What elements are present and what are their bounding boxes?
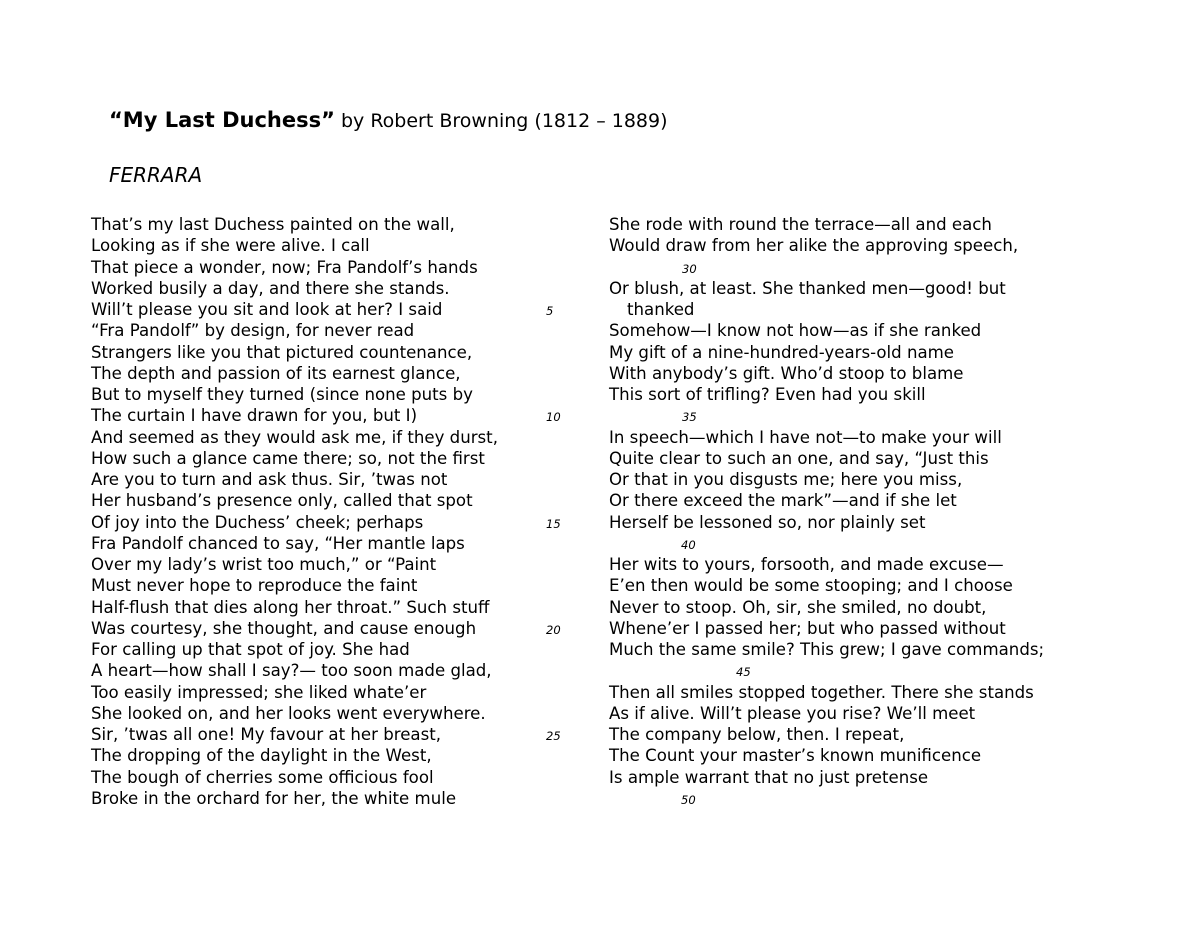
poem-line-text: This sort of trifling? Even had you skill — [609, 385, 926, 404]
poem-line — [609, 639, 1129, 660]
poem-byline: by Robert Browning (1812 – 1889) — [340, 110, 668, 132]
poem-line — [91, 597, 571, 618]
poem-line-text: Would draw from her alike the approving speech, — [609, 236, 1019, 256]
poem-line — [609, 427, 1129, 448]
poem-line-text: The depth and passion of its earnest glance, — [91, 363, 461, 383]
poem-line-text: Or that in you disgusts me; here you miss, — [609, 470, 963, 489]
poem-line — [609, 342, 1129, 363]
poem-line — [91, 214, 571, 235]
poem-line — [91, 724, 571, 745]
poem-line-text: Her husband’s presence only, called that spot — [91, 491, 473, 511]
poem-line-text: Looking as if she were alive. I call — [91, 236, 370, 256]
poem-line-text: Somehow—I know not how—as if she ranked — [609, 321, 982, 341]
line-number: 50 — [681, 792, 696, 807]
poem-line-text: Over my lady’s wrist too much,” or “Paint — [91, 555, 437, 574]
poem-line — [91, 299, 571, 320]
poem-line-text: That piece a wonder, now; Fra Pandolf’s hands — [91, 257, 478, 277]
poem-line-text: Or blush, at least. She thanked men—good! but — [609, 278, 1006, 298]
poem-line — [609, 214, 1129, 235]
poem-line — [609, 512, 1129, 533]
poem-line-text: Her wits to yours, forsooth, and made excuse— — [609, 555, 1004, 574]
poem-line — [91, 257, 571, 278]
poem-line-text: In speech—which I have not—to make your will — [609, 427, 1002, 447]
line-number: 40 — [681, 537, 696, 552]
poem-line — [91, 745, 571, 766]
poem-line-text: And seemed as they would ask me, if they durst, — [91, 427, 498, 447]
poem-line — [609, 278, 1129, 299]
poem-line — [91, 469, 571, 490]
poem-line-text: Was courtesy, she thought, and cause enough — [91, 618, 477, 638]
poem-line-text: But to myself they turned (since none puts by — [91, 385, 473, 404]
poem-line-text: Half-flush that dies along her throat.” Such stuff — [91, 597, 490, 617]
poem-line-text: The Count your master’s known munificence — [609, 746, 982, 766]
poem-line — [91, 490, 571, 511]
poem-line — [609, 682, 1129, 703]
poem-line — [609, 384, 1129, 405]
poem-line-text: Are you to turn and ask thus. Sir, ’twas not — [91, 470, 448, 489]
poem-line-text: Broke in the orchard for her, the white mule — [91, 788, 457, 808]
poem-line — [609, 235, 1129, 256]
poem-line-text: She rode with round the terrace—all and each — [609, 215, 992, 234]
poem-line — [609, 469, 1129, 490]
poem-line — [609, 363, 1129, 384]
poem-line-text: My gift of a nine-hundred-years-old name — [609, 342, 955, 362]
poem-line — [91, 660, 571, 681]
poem-line-text: Herself be lessoned so, nor plainly set — [609, 512, 926, 532]
poem-line — [609, 724, 1129, 745]
poem-line-text: That’s my last Duchess painted on the wall, — [91, 215, 455, 234]
poem-line — [91, 320, 571, 341]
poem-line-text: Will’t please you sit and look at her? I said — [91, 300, 443, 319]
poem-line-text: Strangers like you that pictured countenance, — [91, 342, 473, 362]
poem-line — [609, 448, 1129, 469]
poem-line-text: The bough of cherries some officious fool — [91, 767, 434, 787]
poem-line-text: Quite clear to such an one, and say, “Just this — [609, 448, 989, 468]
line-number: 25 — [546, 729, 561, 743]
poem-line — [91, 512, 571, 533]
poem-line-text: E’en then would be some stooping; and I choose — [609, 576, 1013, 596]
poem-line — [609, 767, 1129, 788]
poem-line-text: The curtain I have drawn for you, but I) — [91, 406, 418, 426]
poem-line — [91, 639, 571, 660]
poem-setting: FERRARA — [109, 163, 203, 187]
line-number: 30 — [682, 261, 697, 276]
poem-line — [609, 597, 1129, 618]
poem-line — [91, 278, 571, 299]
poem-line — [91, 554, 571, 575]
poem-line-text: thanked — [627, 300, 695, 319]
poem-line — [609, 618, 1129, 639]
line-number: 20 — [546, 622, 561, 637]
poem-line-text: As if alive. Will’t please you rise? We’ll meet — [609, 703, 976, 723]
poem-line-text: How such a glance came there; so, not the first — [91, 448, 485, 468]
line-number-row — [609, 405, 1129, 426]
poem-line — [91, 682, 571, 703]
line-number: 5 — [546, 304, 554, 318]
poem-column-right — [609, 214, 1129, 809]
poem-line — [91, 235, 571, 256]
poem-line-text: Fra Pandolf chanced to say, “Her mantle laps — [91, 533, 465, 553]
poem-line-text: Or there exceed the mark”—and if she let — [609, 491, 957, 511]
line-number: 35 — [682, 410, 697, 425]
line-number-row — [609, 533, 1129, 554]
poem-line-text: Much the same smile? This grew; I gave commands; — [609, 640, 1045, 659]
poem-line — [91, 533, 571, 554]
poem-line — [91, 448, 571, 469]
poem-line — [91, 575, 571, 596]
poem-line — [91, 342, 571, 363]
poem-line-text: Worked busily a day, and there she stands. — [91, 278, 450, 298]
poem-line-text: Whene’er I passed her; but who passed without — [609, 618, 1006, 638]
poem-heading — [109, 108, 668, 132]
poem-line — [609, 554, 1129, 575]
line-number-row — [609, 257, 1129, 278]
poem-line — [91, 618, 571, 639]
poem-line — [91, 363, 571, 384]
poem-line — [91, 405, 571, 426]
poem-line — [609, 745, 1129, 766]
line-number: 45 — [736, 665, 751, 680]
poem-line-text: Then all smiles stopped together. There she stands — [609, 682, 1034, 702]
poem-line-text: Must never hope to reproduce the faint — [91, 576, 418, 596]
poem-line-text: Is ample warrant that no just pretense — [609, 767, 929, 787]
poem-line-text: Too easily impressed; she liked whate’er — [91, 682, 427, 702]
poem-column-left — [91, 214, 571, 809]
poem-line — [91, 384, 571, 405]
poem-line — [609, 703, 1129, 724]
poem-line-text: The company below, then. I repeat, — [609, 725, 905, 744]
line-number: 15 — [546, 516, 561, 531]
poem-line — [609, 575, 1129, 596]
poem-line — [609, 490, 1129, 511]
line-number-row — [609, 660, 1129, 681]
poem-title: “My Last Duchess” — [109, 108, 335, 132]
poem-line-text: She looked on, and her looks went everywhere. — [91, 703, 486, 723]
line-number: 10 — [546, 410, 561, 425]
poem-line-text: Sir, ’twas all one! My favour at her breast, — [91, 725, 441, 744]
poem-line — [91, 788, 571, 809]
poem-line-text: The dropping of the daylight in the West, — [91, 746, 432, 766]
poem-line-text: With anybody’s gift. Who’d stoop to blame — [609, 363, 964, 383]
poem-line-text: A heart—how shall I say?— too soon made glad, — [91, 661, 492, 681]
poem-line — [609, 320, 1129, 341]
poem-line-text: Of joy into the Duchess’ cheek; perhaps — [91, 512, 424, 532]
poem-line — [91, 767, 571, 788]
poem-line — [609, 299, 1129, 320]
line-number-row — [609, 788, 1129, 809]
poem-line — [91, 427, 571, 448]
poem-line — [91, 703, 571, 724]
poem-line-text: For calling up that spot of joy. She had — [91, 640, 410, 659]
poem-line-text: Never to stoop. Oh, sir, she smiled, no doubt, — [609, 597, 987, 617]
poem-line-text: “Fra Pandolf” by design, for never read — [91, 321, 415, 341]
